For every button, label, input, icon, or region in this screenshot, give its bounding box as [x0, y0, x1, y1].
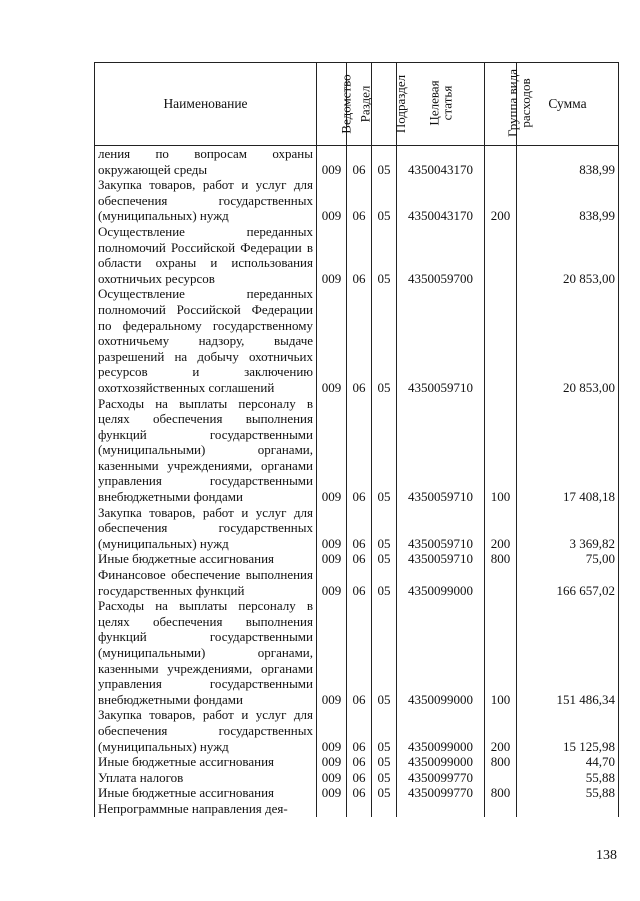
header-name: Наименование: [95, 63, 317, 146]
table-row: [95, 801, 619, 817]
table-row: [95, 505, 619, 552]
row-celevaya-statya: 4350099770: [397, 785, 485, 801]
row-vedomstvo: 009: [317, 396, 347, 505]
table-row: [95, 396, 619, 505]
row-razdel: 06: [347, 785, 372, 801]
row-gruppa-vida: 800: [485, 785, 517, 801]
row-gruppa-vida: [485, 567, 517, 598]
budget-table: [94, 62, 619, 817]
row-celevaya-statya: 4350059710: [397, 505, 485, 552]
header-gruppa-label: [506, 69, 532, 137]
row-summa: 20 853,00: [517, 286, 619, 395]
row-gruppa-vida: 200: [485, 505, 517, 552]
table-row: [95, 177, 619, 224]
row-gruppa-vida: 800: [485, 551, 517, 567]
row-podrazdel: 05: [372, 224, 397, 286]
header-celevaya-label: [427, 81, 453, 126]
row-gruppa-vida: [485, 286, 517, 395]
row-summa: 166 657,02: [517, 567, 619, 598]
row-gruppa-vida: 100: [485, 598, 517, 707]
row-summa: 55,88: [517, 785, 619, 801]
table-row: [95, 785, 619, 801]
row-name: Уплата налогов: [95, 770, 317, 786]
row-razdel: 06: [347, 146, 372, 178]
row-vedomstvo: 009: [317, 770, 347, 786]
row-vedomstvo: [317, 801, 347, 817]
row-summa: 838,99: [517, 146, 619, 178]
row-celevaya-statya: 4350059710: [397, 286, 485, 395]
row-celevaya-statya: [397, 801, 485, 817]
row-celevaya-statya: 4350099000: [397, 598, 485, 707]
row-vedomstvo: 009: [317, 567, 347, 598]
row-razdel: 06: [347, 754, 372, 770]
row-summa: [517, 801, 619, 817]
row-summa: 838,99: [517, 177, 619, 224]
row-gruppa-vida: [485, 770, 517, 786]
row-celevaya-statya: 4350043170: [397, 177, 485, 224]
row-razdel: 06: [347, 396, 372, 505]
row-podrazdel: 05: [372, 551, 397, 567]
table-body: [95, 146, 619, 817]
row-vedomstvo: 009: [317, 146, 347, 178]
row-summa: 75,00: [517, 551, 619, 567]
row-podrazdel: 05: [372, 754, 397, 770]
row-podrazdel: 05: [372, 770, 397, 786]
row-vedomstvo: 009: [317, 286, 347, 395]
row-name: Закупка товаров, работ и услуг для обеспечения государственных (муниципальных) нужд: [95, 707, 317, 754]
row-podrazdel: 05: [372, 286, 397, 395]
row-podrazdel: 05: [372, 146, 397, 178]
row-podrazdel: 05: [372, 785, 397, 801]
row-name: Осуществление переданных полномочий Российской Федерации по федеральному государственному охотничьему надзору, выдаче разрешений на добычу охотничьих ресурсов и заключению охотхозяйственных соглашений: [95, 286, 317, 395]
row-name: ления по вопросам охраны окружающей среды: [95, 146, 317, 178]
row-razdel: 06: [347, 770, 372, 786]
row-celevaya-statya: 4350099000: [397, 707, 485, 754]
header-gruppa: [485, 63, 533, 146]
header-gruppa-line1: Группа вида: [504, 69, 520, 138]
row-vedomstvo: 009: [317, 177, 347, 224]
row-gruppa-vida: 200: [485, 177, 517, 224]
row-celevaya-statya: 4350043170: [397, 146, 485, 178]
row-vedomstvo: 009: [317, 754, 347, 770]
table-row: [95, 567, 619, 598]
table-row: [95, 707, 619, 754]
row-name: Непрограммные направления дея-: [95, 801, 317, 817]
header-gruppa-line2: расходов: [517, 78, 533, 128]
row-summa: 55,88: [517, 770, 619, 786]
row-name: Иные бюджетные ассигнования: [95, 551, 317, 567]
row-podrazdel: [372, 801, 397, 817]
row-vedomstvo: 009: [317, 551, 347, 567]
table-row: [95, 598, 619, 707]
row-razdel: 06: [347, 286, 372, 395]
header-celevaya-line1: Целевая: [426, 80, 442, 126]
row-gruppa-vida: 800: [485, 754, 517, 770]
row-razdel: [347, 801, 372, 817]
row-razdel: 06: [347, 551, 372, 567]
table-row: [95, 146, 619, 178]
row-razdel: 06: [347, 567, 372, 598]
table-row: [95, 770, 619, 786]
row-celevaya-statya: 4350099770: [397, 770, 485, 786]
row-name: Расходы на выплаты персоналу в целях обеспечения выполнения функций государственными (муниципальными) органами, казенными учреждениями, органами управления государственными внебюджетными фондами: [95, 396, 317, 505]
row-podrazdel: 05: [372, 598, 397, 707]
row-name: Финансовое обеспечение выполнения государственных функций: [95, 567, 317, 598]
row-razdel: 06: [347, 505, 372, 552]
row-summa: 17 408,18: [517, 396, 619, 505]
row-name: Расходы на выплаты персоналу в целях обеспечения выполнения функций государственными (муниципальными) органами, казенными учреждениями, органами управления государственными внебюджетными фондами: [95, 598, 317, 707]
row-gruppa-vida: 200: [485, 707, 517, 754]
row-name: Закупка товаров, работ и услуг для обеспечения государственных (муниципальных) нужд: [95, 177, 317, 224]
row-celevaya-statya: 4350059710: [397, 396, 485, 505]
row-summa: 151 486,34: [517, 598, 619, 707]
header-vedomstvo-label: Ведомство: [338, 74, 354, 134]
header-summa: Сумма: [517, 63, 619, 146]
row-vedomstvo: 009: [317, 598, 347, 707]
row-name: Иные бюджетные ассигнования: [95, 785, 317, 801]
row-summa: 3 369,82: [517, 505, 619, 552]
row-podrazdel: 05: [372, 505, 397, 552]
header-podrazdel-label: Подраздел: [393, 75, 409, 134]
row-vedomstvo: 009: [317, 707, 347, 754]
row-podrazdel: 05: [372, 707, 397, 754]
row-vedomstvo: 009: [317, 785, 347, 801]
row-gruppa-vida: [485, 146, 517, 178]
row-gruppa-vida: [485, 224, 517, 286]
row-razdel: 06: [347, 598, 372, 707]
table-row: [95, 224, 619, 286]
row-name: Иные бюджетные ассигнования: [95, 754, 317, 770]
row-summa: 44,70: [517, 754, 619, 770]
row-gruppa-vida: [485, 801, 517, 817]
row-name: Закупка товаров, работ и услуг для обеспечения государственных (муниципальных) нужд: [95, 505, 317, 552]
row-celevaya-statya: 4350059710: [397, 551, 485, 567]
row-razdel: 06: [347, 177, 372, 224]
row-podrazdel: 05: [372, 396, 397, 505]
header-vedomstvo: [317, 63, 354, 146]
row-celevaya-statya: 4350099000: [397, 754, 485, 770]
header-celevaya: [397, 63, 485, 146]
row-gruppa-vida: 100: [485, 396, 517, 505]
header-razdel-label: Раздел: [357, 85, 373, 123]
table-row: [95, 286, 619, 395]
row-celevaya-statya: 4350099000: [397, 567, 485, 598]
row-podrazdel: 05: [372, 567, 397, 598]
row-vedomstvo: 009: [317, 224, 347, 286]
row-summa: 20 853,00: [517, 224, 619, 286]
page-number: 138: [596, 848, 617, 863]
row-celevaya-statya: 4350059700: [397, 224, 485, 286]
row-vedomstvo: 009: [317, 505, 347, 552]
header-celevaya-line2: статья: [439, 85, 455, 121]
row-name: Осуществление переданных полномочий Российской Федерации в области охраны и использования охотничьих ресурсов: [95, 224, 317, 286]
table-row: [95, 551, 619, 567]
row-razdel: 06: [347, 707, 372, 754]
row-podrazdel: 05: [372, 177, 397, 224]
table-header: [95, 63, 619, 146]
header-podrazdel: [372, 63, 409, 146]
table-row: [95, 754, 619, 770]
row-summa: 15 125,98: [517, 707, 619, 754]
row-razdel: 06: [347, 224, 372, 286]
